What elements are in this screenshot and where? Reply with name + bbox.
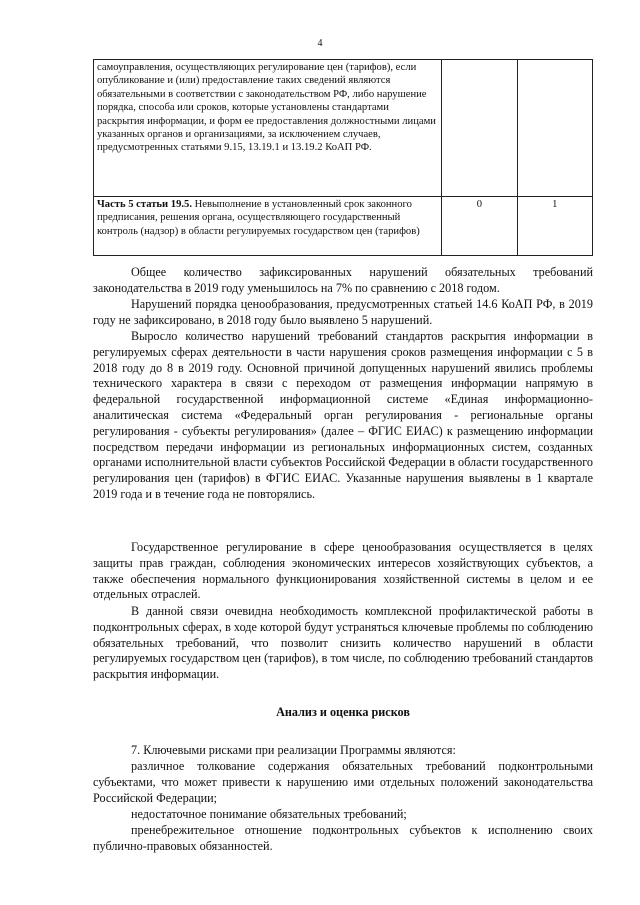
page-number: 4 bbox=[317, 38, 323, 49]
violations-table bbox=[93, 59, 593, 256]
paragraph-violations-total: Общее количество зафиксированных нарушений обязательных требований законодательства в 2019 году уменьшилось на 7% по сравнению с 2018 годом. bbox=[93, 265, 593, 295]
paragraph-disclosure-violations: Выросло количество нарушений требований стандартов раскрытия информации в регулируемых сферах деятельности в части нарушения сроков размещения информации с 5 в 2018 году до 8 в 2019 году. Основной причиной допущенных нарушений явились проблемы технического характера в связи с переходом от размещения информации напрямую в федеральной государственной информационной системе «Единая информационно-аналитическая система «Федеральный орган регулирования - региональные органы регулирования - субъекты регулирования» (далее – ФГИС ЕИАС) к размещению информации посредством передачи информации из региональных информационных систем, созданных органами исполнительной власти субъектов Российской Федерации в области государственного регулирования цен (тарифов) в ФГИС ЕИАС. Указанные нарушения выявлены в 1 квартале 2019 года и в течение года не повторялись. bbox=[93, 329, 593, 501]
paragraph-state-regulation: Государственное регулирование в сфере ценообразования осуществляется в целях защиты прав граждан, соблюдения экономических интересов хозяйствующих субъектов, а также обеспечения нормального функционирования хозяйственной системы в целом и ее отдельных отраслей. bbox=[93, 540, 593, 602]
table-row bbox=[94, 197, 593, 256]
risk-item: недостаточное понимание обязательных требований; bbox=[131, 807, 407, 821]
table-cell-2019: 0 bbox=[442, 197, 517, 256]
table-cell-description bbox=[94, 197, 442, 256]
paragraph-pricing-violations: Нарушений порядка ценообразования, предусмотренных статьей 14.6 КоАП РФ, в 2019 году не зафиксировано, в 2018 году было выявлено 5 нарушений. bbox=[93, 297, 593, 327]
table-cell-description: самоуправления, осуществляющих регулирование цен (тарифов), если опубликование и (или) предоставление таких сведений являются обязательными в соответствии с законодательством РФ, либо нарушение порядка, способа или сроков, которые установлены стандартами раскрытия информации, и форм ее предоставления должностными лицами указанных органов и организациями, за исключением случаев, предусмотренных статьями 9.15, 13.19.1 и 13.19.2 КоАП РФ. bbox=[94, 60, 442, 197]
table-cell-2019 bbox=[442, 60, 517, 197]
risk-item: пренебрежительное отношение подконтрольных субъектов к исполнению своих публично-правовых обязанностей. bbox=[93, 823, 593, 853]
risk-item: различное толкование содержания обязательных требований подконтрольными субъектами, что может привести к нарушению ими отдельных положений законодательства Российской Федерации; bbox=[93, 759, 593, 805]
article-reference: Часть 5 статьи 19.5. bbox=[97, 199, 192, 210]
article-text: Невыполнение в установленный срок законного предписания, решения органа, осуществляющего государственный контроль (надзор) в области регулируемых государством цен (тарифов) bbox=[97, 199, 420, 237]
risks-intro: 7. Ключевыми рисками при реализации Программы являются: bbox=[131, 743, 456, 757]
table-cell-2018 bbox=[517, 60, 592, 197]
paragraph-prevention-work: В данной связи очевидна необходимость комплексной профилактической работы в подконтрольных сферах, в ходе которой будут устраняться ключевые проблемы по соблюдению обязательных требований, что позволит снизить количество нарушений в области регулируемых государством цен (тарифов), в том числе, по соблюдению требований стандартов раскрытия информации. bbox=[93, 604, 593, 682]
table-cell-2018: 1 bbox=[517, 197, 592, 256]
section-heading: Анализ и оценка рисков bbox=[276, 705, 410, 719]
table-row bbox=[94, 60, 593, 197]
